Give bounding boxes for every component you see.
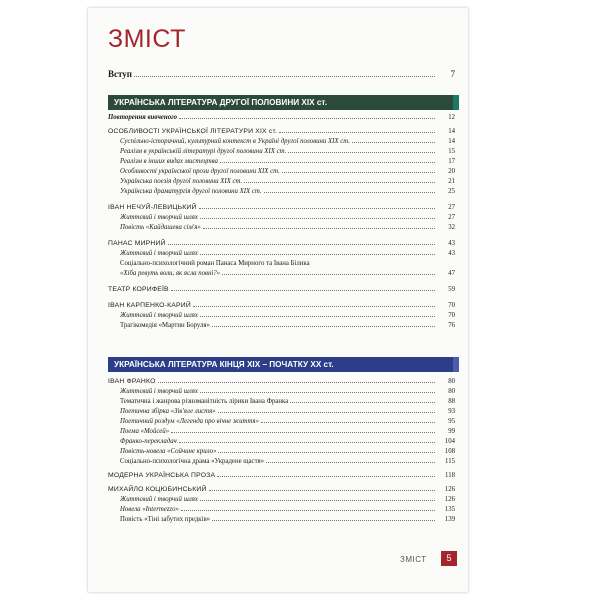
toc-section-title: ІВАН КАРПЕНКО-КАРИЙ: [108, 302, 191, 309]
toc-entry-page: 43: [448, 240, 455, 247]
toc-entry: [108, 203, 455, 213]
toc-entry-page: 93: [448, 408, 455, 415]
toc-entry-label: Життєвий і творчий шлях: [120, 312, 198, 319]
toc-entry-page: 15: [448, 148, 455, 155]
part-heading-2: УКРАЇНСЬКА ЛІТЕРАТУРА КІНЦЯ XIX – ПОЧАТКУ XX ст.: [108, 357, 459, 372]
toc-section-title: ОСОБЛИВОСТІ УКРАЇНСЬКОЇ ЛІТЕРАТУРИ XIX ст.: [108, 128, 278, 135]
toc-entry-page: 139: [444, 516, 455, 523]
toc-entry-page: 32: [448, 224, 455, 231]
leader-dots: [200, 316, 435, 317]
toc-entry-page: 104: [444, 438, 455, 445]
leader-dots: [212, 520, 435, 521]
toc-entry-page: 70: [448, 302, 455, 309]
toc-entry-page: 43: [448, 250, 455, 257]
toc-entry-page: 47: [448, 270, 455, 277]
toc-entry-label: Тематична і жанрова різноманітність лірики Івана Франка: [120, 398, 289, 405]
toc-section-title: ПАНАС МИРНИЙ: [108, 240, 166, 247]
leader-dots: [212, 326, 435, 327]
toc-entry: [108, 377, 455, 387]
leader-dots: [200, 218, 435, 219]
toc-entry: [108, 321, 455, 331]
toc-entry-page: 135: [444, 506, 455, 513]
toc-entry-label: Життєвий і творчий шлях: [120, 214, 198, 221]
leader-dots: [217, 476, 435, 477]
leader-dots: [264, 192, 435, 193]
leader-dots: [168, 244, 435, 245]
toc-entry-label: Поема «Мойсей»: [120, 428, 170, 435]
toc-entry-label: Франко-перекладач: [120, 438, 177, 445]
toc-entry: [108, 167, 455, 177]
toc-entry: [108, 157, 455, 167]
toc-entry-label: Повторення вивченого: [108, 114, 177, 121]
toc-entry: [108, 311, 455, 321]
toc-entry-page: 126: [444, 486, 455, 493]
toc-entry-label: Суспільно-історичний, культурний контекст в Україні другої половини XIX ст.: [120, 138, 350, 145]
toc-section-title: ІВАН ФРАНКО: [108, 378, 156, 385]
leader-dots: [288, 152, 435, 153]
toc-entry-page: 21: [448, 178, 455, 185]
toc-entry: [108, 515, 455, 525]
toc-entry: [108, 407, 455, 417]
toc-entry: [108, 177, 455, 187]
toc-entry-page: 27: [448, 214, 455, 221]
toc-entry-label: Реалізм в інших видах мистецтва: [120, 158, 218, 165]
leader-dots: [222, 274, 435, 275]
toc-entry: [108, 397, 455, 407]
toc-section-title: ІВАН НЕЧУЙ-ЛЕВИЦЬКИЙ: [108, 204, 197, 211]
toc-entry-page: 88: [448, 398, 455, 405]
toc-entry-label: Соціально-психологічна драма «Украдене щастя»: [120, 458, 264, 465]
toc-entry: [108, 137, 455, 147]
toc-entry-label: Соціально-психологічний роман Панаса Мирного та Івана Білика: [120, 260, 310, 267]
toc-entry-page: 70: [448, 312, 455, 319]
toc-entry-page: 20: [448, 168, 455, 175]
toc-entry: [108, 417, 455, 427]
toc-entry: [108, 301, 455, 311]
toc-section-title: МОДЕРНА УКРАЇНСЬКА ПРОЗА: [108, 472, 216, 479]
leader-dots: [179, 118, 435, 119]
page-number: 5: [441, 551, 457, 566]
leader-dots: [134, 76, 435, 77]
toc-entry-label: Реалізм в українській літературі другої половини XIX ст.: [120, 148, 287, 155]
toc-entry-page: 17: [448, 158, 455, 165]
toc-entry-page: 59: [448, 286, 455, 293]
toc-entry-page: 80: [448, 388, 455, 395]
toc-entry-label: Трагікомедія «Мартин Боруля»: [120, 322, 210, 329]
toc-entry-label: Життєвий і творчий шлях: [120, 388, 198, 395]
leader-dots: [199, 208, 435, 209]
toc-entry-label: Українська поезія другої половини XIX ст.: [120, 178, 243, 185]
toc-entry-label: Особливості української прози другої половини XIX ст.: [120, 168, 280, 175]
toc-entry: [108, 387, 455, 397]
toc-entry: [108, 471, 455, 481]
toc-entry-label: Життєвий і творчий шлях: [120, 250, 198, 257]
leader-dots: [352, 142, 435, 143]
toc-entry-page: 14: [448, 128, 455, 135]
toc-entry: [108, 213, 455, 223]
leader-dots: [261, 422, 435, 423]
toc-entry: [108, 147, 455, 157]
toc-entry-page: 108: [444, 448, 455, 455]
toc-entry-label: «Хіба ревуть воли, як ясла повні?»: [120, 270, 221, 277]
toc-entry-page: 25: [448, 188, 455, 195]
leader-dots: [203, 228, 435, 229]
toc-entry: [108, 249, 455, 259]
leader-dots: [158, 382, 435, 383]
toc-entry-label: Вступ: [108, 69, 132, 79]
leader-dots: [179, 442, 435, 443]
toc-list-part-2: [108, 377, 455, 525]
toc-entry-label: Новела «Intermezzo»: [120, 506, 179, 513]
leader-dots: [200, 500, 435, 501]
leader-dots: [290, 402, 435, 403]
toc-entry: [108, 113, 455, 123]
toc-entry-page: 76: [448, 322, 455, 329]
toc-entry-label: Повість «Тіні забутих предків»: [120, 516, 211, 523]
leader-dots: [200, 254, 435, 255]
toc-entry-page: 115: [445, 458, 455, 465]
toc-entry-page: 7: [450, 69, 455, 79]
leader-dots: [200, 392, 435, 393]
toc-entry-label: Українська драматургія другої половини XIX ст.: [120, 188, 262, 195]
leader-dots: [171, 290, 435, 291]
leader-dots: [282, 172, 435, 173]
toc-section-title: МИХАЙЛО КОЦЮБИНСЬКИЙ: [108, 486, 207, 493]
leader-dots: [279, 132, 435, 133]
leader-dots: [218, 412, 435, 413]
toc-entry: [108, 457, 455, 467]
toc-entry-page: 12: [448, 114, 455, 121]
toc-entry: [108, 427, 455, 437]
toc-entry-label: Повість-новела «Сойчине крило»: [120, 448, 217, 455]
footer-label: ЗМІСТ: [400, 555, 427, 564]
page-title: ЗМІСТ: [108, 25, 186, 53]
part-heading-1: УКРАЇНСЬКА ЛІТЕРАТУРА ДРУГОЇ ПОЛОВИНИ XIX ст.: [108, 95, 459, 110]
toc-entry: [108, 437, 455, 447]
leader-dots: [181, 510, 435, 511]
leader-dots: [218, 452, 435, 453]
toc-list-part-1: [108, 113, 455, 331]
toc-entry: [108, 239, 455, 249]
toc-entry-page: 27: [448, 204, 455, 211]
toc-entry: [108, 259, 455, 269]
toc-entry: [108, 223, 455, 233]
toc-entry: [108, 269, 455, 279]
toc-entry-page: 95: [448, 418, 455, 425]
toc-entry-intro: [108, 69, 455, 79]
toc-entry: [108, 285, 455, 295]
leader-dots: [220, 162, 435, 163]
toc-entry: [108, 505, 455, 515]
toc-entry-label: Поетична збірка «Зів'яле листя»: [120, 408, 216, 415]
leader-dots: [244, 182, 435, 183]
toc-entry-page: 80: [448, 378, 455, 385]
toc-entry-page: 99: [448, 428, 455, 435]
toc-entry-label: Поетичний роздум «Легенда про вічне життя»: [120, 418, 259, 425]
toc-entry-page: 118: [445, 472, 455, 479]
toc-entry: [108, 187, 455, 197]
toc-section-title: ТЕАТР КОРИФЕЇВ: [108, 286, 169, 293]
toc-entry: [108, 485, 455, 495]
leader-dots: [171, 432, 435, 433]
leader-dots: [209, 490, 435, 491]
leader-dots: [193, 306, 435, 307]
toc-entry-page: 126: [444, 496, 455, 503]
leader-dots: [266, 462, 435, 463]
toc-entry: [108, 447, 455, 457]
toc-entry-label: Життєвий і творчий шлях: [120, 496, 198, 503]
toc-entry-page: 14: [448, 138, 455, 145]
toc-entry-label: Повість «Кайдашева сім'я»: [120, 224, 201, 231]
toc-entry: [108, 127, 455, 137]
toc-entry: [108, 495, 455, 505]
